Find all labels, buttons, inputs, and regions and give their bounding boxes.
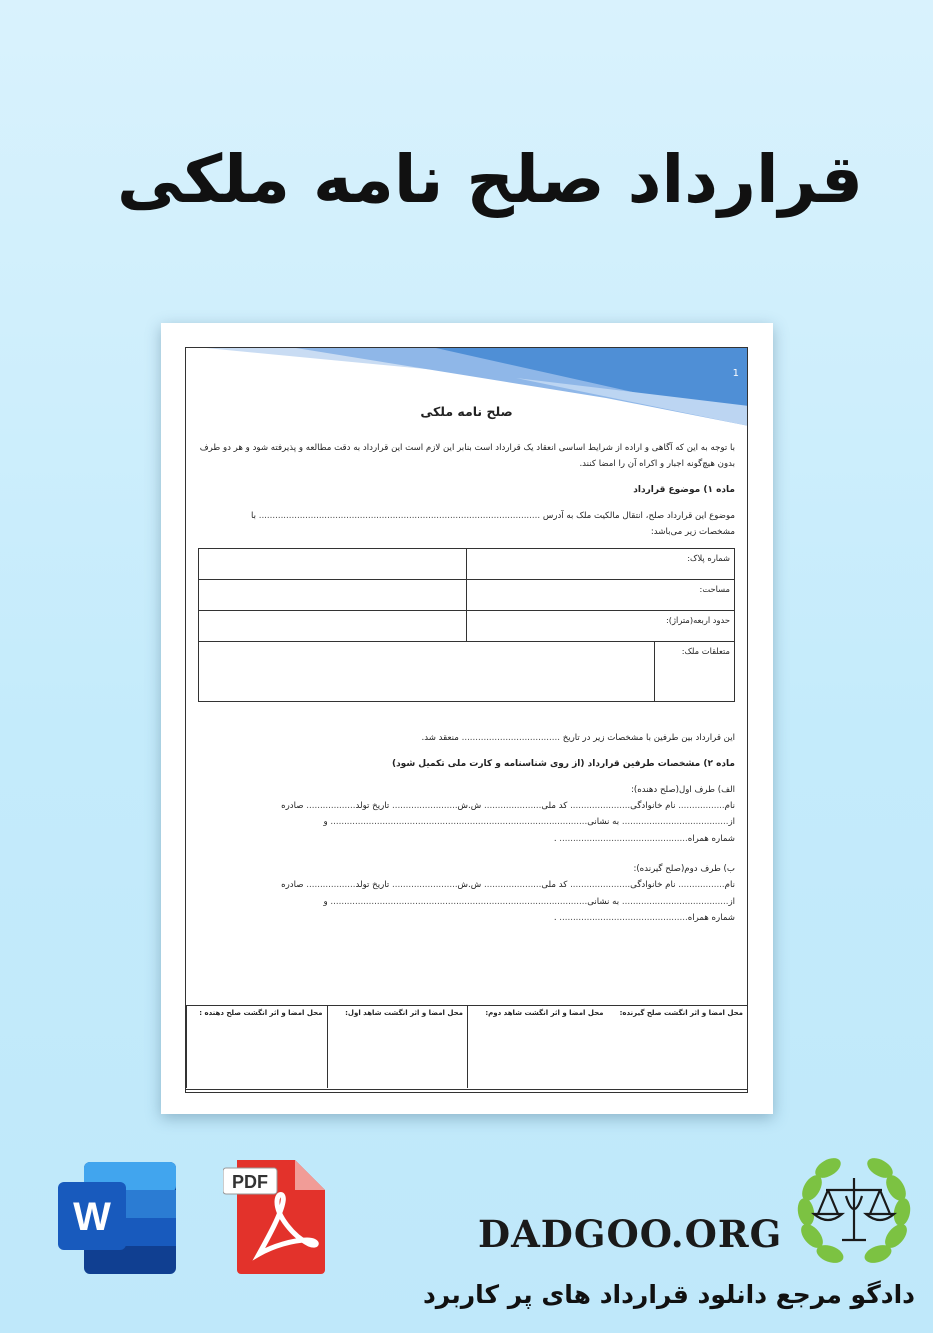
document-body	[198, 396, 735, 926]
appurtenances-value-cell	[199, 642, 655, 702]
property-table	[198, 548, 735, 642]
party-a-line1: نام................. نام خانوادگی...................... کد ملی..................... ش.ش........................ تاریخ تولد.................. صادره	[281, 800, 735, 811]
brand-name: DADGOO.ORG	[478, 1212, 783, 1256]
article1-line2: مشخصات زیر می‌باشد:	[650, 526, 735, 537]
word-icon	[58, 1162, 178, 1274]
plate-cell: شماره پلاک:	[467, 549, 735, 580]
article1-line: موضوع این قرارداد صلح، انتقال مالکیت ملک به آدرس ....................................................................................................... با	[250, 510, 735, 521]
party-b-line3: شماره همراه............................................... .	[553, 912, 735, 923]
document-preview	[161, 323, 773, 1114]
document-title: صلح نامه ملکی	[420, 404, 513, 419]
party-a-line2: از....................................... به نشانی.............................................................................................. و	[323, 817, 735, 828]
intro-paragraph: با توجه به این که آگاهی و اراده از شرایط اساسی انعقاد یک قرارداد است بنابر این لازم است این قرارداد به دقت مطالعه و پذیرفته شود و هر دو طرف بدون هیچ‌گونه اجبار و اکراه آن را امضا کنند.	[199, 442, 735, 470]
article2-heading: ماده ۲) مشخصات طرفین قرارداد (از روی شناسنامه و کارت ملی تکمیل شود)	[391, 759, 735, 770]
signature-cell-grantee: محل امضا و اثر انگشت صلح گیرنده:	[619, 1009, 743, 1017]
party-a-label: الف) طرف اول(صلح دهنده):	[631, 784, 735, 795]
article1-heading: ماده ۱) موضوع قرارداد	[633, 485, 735, 496]
signature-cell-grantor: محل امضا و اثر انگشت صلح دهنده :	[186, 1006, 327, 1088]
document-frame	[185, 347, 748, 1093]
signature-cell-witness1: محل امضا و اثر انگشت شاهد اول:	[327, 1006, 468, 1088]
party-b-label: ب) طرف دوم(صلح گیرنده):	[633, 863, 735, 874]
agreement-line: این قرارداد بین طرفین با مشخصات زیر در تاریخ .................................... منعقد شد.	[421, 733, 735, 744]
plate-value-cell	[199, 549, 467, 580]
area-cell: مساحت:	[467, 580, 735, 611]
party-a-line3: شماره همراه............................................... .	[553, 833, 735, 844]
signature-table	[186, 1005, 747, 1088]
page-number: 1	[732, 368, 739, 379]
party-b-line2: از....................................... به نشانی.............................................................................................. و	[323, 896, 735, 907]
page-title: قرارداد صلح نامه ملکی	[117, 141, 863, 218]
tagline: دادگو مرجع دانلود قرارداد های پر کاربرد	[422, 1280, 915, 1309]
area-value-cell	[199, 580, 467, 611]
svg-text:PDF: PDF	[232, 1172, 268, 1192]
pdf-icon	[223, 1158, 327, 1276]
scales-of-justice-icon	[788, 1152, 920, 1270]
boundaries-value-cell	[199, 611, 467, 642]
appurtenances-cell: متعلقات ملک:	[654, 642, 734, 702]
svg-text:W: W	[73, 1195, 111, 1239]
appurtenances-table	[198, 641, 735, 702]
signature-cell-witness2: محل امضا و اثر انگشت شاهد دوم:	[467, 1006, 608, 1088]
boundaries-cell: حدود اربعه(متراژ):	[467, 611, 735, 642]
party-b-line1: نام................. نام خانوادگی...................... کد ملی..................... ش.ش........................ تاریخ تولد.................. صادره	[281, 880, 735, 891]
